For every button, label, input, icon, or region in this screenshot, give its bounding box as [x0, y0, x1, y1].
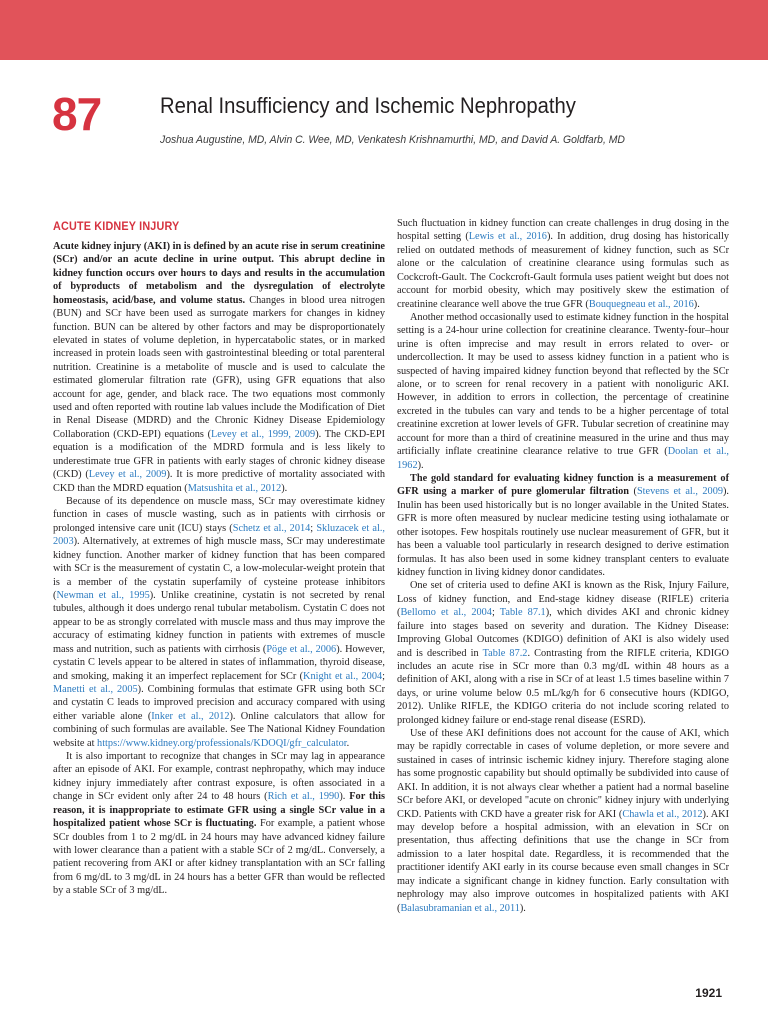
text: One set of criteria used to define AKI is known as the Risk, Injury Failure, Loss of kidney function, and End-stage kidney disease (RIFLE) criteria ( [397, 580, 729, 619]
text: ). [519, 902, 526, 914]
chapter-authors: Joshua Augustine, MD, Alvin C. Wee, MD, Venkatesh Krishnamurthi, MD, and David A. Goldfarb, MD [160, 134, 625, 146]
text: Use of these AKI definitions does not account for the cause of AKI, which may be rapidly correctable in cases of volume depletion, or more severe and sustained in cases of intrinsic ischemic kidney injury. Therefore staging alone has some prognostic capability but should optimally be subdivided into cause of AKI. In addition, it is not always clear whether a patient had a normal baseline SCr before AKI, or developed "acute on chronic" kidney injury with underlying CKD. Patients with CKD have a greater risk for AKI ( [397, 728, 729, 820]
text: ). [339, 791, 350, 803]
citation-link[interactable]: Levey et al., 1999, 2009 [211, 428, 316, 440]
text: ). [693, 298, 700, 310]
text: ). In addition, drug dosing has historically relied on outdated methods of measurement of kidney function, such as SCr alone or the calculation of creatinine clearance using formulas such as Cockcroft-Gault. The Cockcroft-Gault formula uses patient weight but does not account for morbid obesity, which may positively skew the estimation of creatinine clearance well above the true GFR ( [397, 231, 730, 310]
bold-text: Acute kidney injury (AKI) in is defined by an acute rise in serum creatinine (SCr) and/or an acute decline in urine output. This abrupt decline in kidney function occurs over hours to days and results in the accumulation of byproducts of metabolism and the dysregulation of electrolyte homeostasis, acid/base, and volume status. [53, 241, 385, 306]
text: ). Online calculators that allow for combining of such formulas are available. See The National Kidney Foundation website at [53, 710, 385, 749]
citation-link[interactable]: Lewis et al., 2016 [468, 231, 547, 243]
text: ). Combining formulas that estimate GFR using both SCr and cystatin C leads to improved precision and accuracy compared with using either variable alone ( [53, 683, 386, 722]
paragraph [53, 495, 385, 750]
citation-link[interactable]: Stevens et al., 2009 [636, 486, 723, 498]
citation-link[interactable]: Skluzacek et al., 2003 [53, 522, 385, 548]
page-number: 1921 [695, 986, 722, 1000]
paragraph [53, 750, 385, 898]
table-link[interactable]: Table 87.1 [499, 607, 546, 619]
citation-link[interactable]: Levey et al., 2009 [88, 469, 167, 481]
text: ( [629, 486, 637, 498]
text: Such fluctuation in kidney function can create challenges in drug dosing in the hospital setting ( [397, 218, 729, 243]
bold-text: For this reason, it is inappropriate to estimate GFR using a single SCr value in a hospitalized patient whose SCr is fluctuating. [53, 791, 385, 830]
citation-link[interactable]: Newman et al., 1995 [56, 589, 150, 601]
text: It is also important to recognize that changes in SCr may lag in appearance after an episode of AKI. For example, contrast nephropathy, which may induce kidney injury immediately after contrast exposure, is often associated in a change in SCr evident only after 24 to 48 hours ( [53, 751, 385, 803]
citation-link[interactable]: Doolan et al., 1962 [397, 446, 729, 471]
text: ). [417, 459, 424, 471]
text: ). Unlike creatinine, cystatin is not secreted by renal tubules, although it does undergo renal tubular metabolism. Cystatin C does not appear to be as strongly correlated with muscle mass and thus may improve the accuracy of estimating kidney function in patients with extremes of muscle mass and nutrition, such as patients with cirrhosis ( [53, 589, 385, 655]
text: Changes in blood urea nitrogen (BUN) and SCr have been used as surrogate markers for changes in kidney function. BUN can be altered by other factors and may be disproportionately elevated in states of volume depletion, in hypercatabolic states, or in marked increased in protein loads seen with gastrointestinal bleeding or total parenteral nutrition. Creatinine is a metabolite of muscle and is used to calculate the estimated glomerular filtration rate (GFR), using GFR equations that also account for age, gender, and black race. The two equations most commonly used and often reported with routine lab values include the Modification of Diet in Renal Disease (MDRD) and the Chronic Kidney Disease Epidemiology Collaboration (CKD-EPI) equations ( [53, 294, 385, 440]
text: ). However, cystatin C levels appear to be altered in states of inflammation, thyroid disease, and smoking, making it an imperfect replacement for SCr ( [53, 643, 385, 682]
citation-link[interactable]: Bouquegneau et al., 2016 [588, 298, 694, 310]
citation-link[interactable]: Schetz et al., 2014 [232, 522, 311, 534]
text: ; [382, 670, 385, 682]
section-heading: ACUTE KIDNEY INJURY [53, 219, 180, 233]
paragraph [397, 472, 729, 579]
text: ). [281, 482, 288, 494]
text: Another method occasionally used to estimate kidney function in the hospital setting is a 24-hour urine collection for creatinine clearance. Twenty-four–hour urine is often imprecise and may result in errors related to over- or undercollection. It may be used to assess kidney function in a patient who is suspected of having impaired kidney function beyond that reflected by the SCr alone, or to screen for renal recovery in a patient with nonoliguric AKI. However, in addition to errors in collection, the percentage of creatinine excreted in the tubules can vary and tends to be a higher percentage of total creatinine excretion at lower levels of GFR. Tubular secretion of creatinine may account for more than a third of creatinine measured in the urine and thus may artificially inflate creatinine clearance relative to true GFR ( [397, 311, 729, 458]
paragraph [397, 311, 729, 472]
table-link[interactable]: Table 87.2 [482, 647, 528, 659]
right-column [397, 217, 729, 915]
text: ; [310, 522, 317, 534]
text: ). The CKD-EPI equation is a modification of the MDRD formula and is less likely to underestimate true GFR in patients with early stages of chronic kidney disease (CKD) ( [53, 428, 386, 481]
text: ; [491, 607, 500, 619]
paragraph [397, 727, 729, 915]
paragraph [397, 579, 729, 727]
paragraph [397, 217, 729, 311]
chapter-title: Renal Insufficiency and Ischemic Nephropathy [160, 93, 576, 118]
citation-link[interactable]: Matsushita et al., 2012 [187, 482, 282, 494]
header-color-band [0, 0, 768, 60]
left-column [53, 219, 385, 898]
paragraph [53, 240, 385, 495]
citation-link[interactable]: Inker et al., 2012 [151, 710, 230, 722]
text: Because of its dependence on muscle mass, SCr may overestimate kidney function in cases of muscle wasting, such as in patients with cirrhosis or prolonged intensive care unit (ICU) stays ( [53, 496, 385, 534]
citation-link[interactable]: Manetti et al., 2005 [53, 683, 138, 695]
text: ). AKI may develop before a hospital admission, with an elevation in SCr on presentation, thus affecting definitions that use the change in SCr from admission to a later hospital date. Regardless, it is recommended that the practitioner identify AKI early in its course because even small changes in SCr may indicate a significant change in kidney function. Early consultation with nephrology may also improve outcomes in hospitalized patients with AKI ( [397, 808, 729, 914]
citation-link[interactable]: Knight et al., 2004 [303, 670, 383, 682]
text: ), which divides AKI and chronic kidney failure into stages based on severity and duration. The Kidney Disease: Improving Global Outcomes (KDIGO) definition of AKI is also widely used and is described in [397, 607, 729, 659]
citation-link[interactable]: Pöge et al., 2006 [266, 643, 337, 655]
bold-text: The gold standard for evaluating kidney function is a measurement of GFR using a marker of pure glomerular filtration [397, 473, 729, 498]
chapter-number: 87 [52, 88, 102, 140]
text: . [346, 737, 350, 749]
citation-link[interactable]: Bellomo et al., 2004 [400, 607, 492, 619]
text: . Contrasting from the RIFLE criteria, KDIGO includes an acute rise in SCr more than 0.3 mg/dL within 48 hours as a definition of AKI, along with a rise in SCr of at least 1.5 times baseline within 7 days, or urine volume below 0.5 mL/kg/h for 6 consecutive hours (KDIGO, 2012). Unlike RIFLE, the KDIGO criteria do not include scoring related to prolonged kidney failure or end-stage renal disease (ESRD). [397, 647, 729, 726]
text: ). Inulin has been used historically but is no longer available in the United States. GFR is more often measured by nuclear medicine testing using iothalamate or other isotopes. Few hospitals routinely use nuclear measurement of GFR, but it has been a valuable tool particularly in research designed to derive estimation formulas. It has also been used in some kidney transplant centers to evaluate kidney function in living kidney donor candidates. [397, 486, 730, 578]
citation-link[interactable]: Chawla et al., 2012 [622, 808, 703, 820]
text: ). Alternatively, at extremes of high muscle mass, SCr may underestimate kidney function. Another marker of kidney function that has been compared with SCr is the measurement of cystatin C, a low-molecular-weight protein that is a member of the cystatin superfamily of cysteine protease inhibitors ( [53, 536, 385, 601]
text: ). It is more predictive of mortality associated with CKD than the MDRD equation ( [53, 469, 385, 494]
url-link[interactable]: https://www.kidney.org/professionals/KDOQI/gfr_calculator [97, 737, 347, 749]
citation-link[interactable]: Rich et al., 1990 [267, 791, 340, 803]
text: For example, a patient whose SCr doubles from 1 to 2 mg/dL in 24 hours may have advanced kidney failure with lower clearance than a patient with a stable SCr of 2 mg/dL. Conversely, a patient recovering from AKI or after kidney transplantation with an SCr falling from 6 mg/dL to 3 mg/dL in 24 hours has a better GFR than would be reflected by a stable SCr of 3 mg/dL. [53, 818, 385, 897]
citation-link[interactable]: Balasubramanian et al., 2011 [400, 902, 520, 914]
